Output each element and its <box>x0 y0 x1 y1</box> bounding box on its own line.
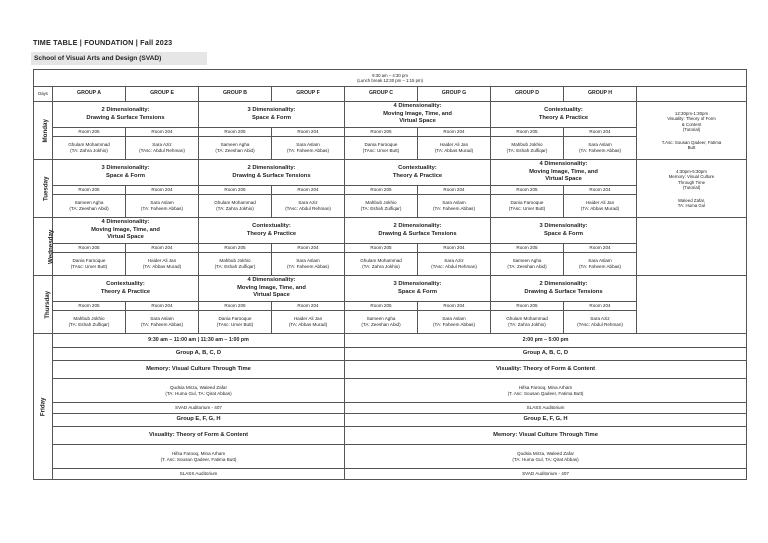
room-cell: Room 205 <box>345 244 418 253</box>
room-cell: Room 204 <box>564 186 637 195</box>
instructor-cell: Haider Ali Jan (TA: Abbas Murad) <box>418 137 491 160</box>
friday-venue: SVAD Auditorium - 407 <box>53 403 345 414</box>
group-header: GROUP H <box>564 87 637 102</box>
room-cell: Room 204 <box>126 302 199 311</box>
instructor-cell: Mahbub Jokhio (TA: Eshah Zulfiqar) <box>345 195 418 218</box>
day-label-tuesday: Tuesday <box>34 160 53 218</box>
room-cell: Room 205 <box>53 186 126 195</box>
instructor-cell: Sara Aziz (TAsc: Abdul Rehman) <box>564 311 637 334</box>
room-cell: Room 205 <box>345 302 418 311</box>
friday-groups: Group A, B, C, D <box>345 348 747 361</box>
lunch-break: (Lunch break 12:30 pm – 1:15 pm) <box>357 78 423 83</box>
day-label-thursday: Thursday <box>34 276 53 334</box>
course-cell: 3 Dimensionality: Space & Form <box>53 160 199 186</box>
room-cell: Room 205 <box>491 128 564 137</box>
course-cell: Contextuality: Theory & Practice <box>199 218 345 244</box>
group-header: GROUP A <box>53 87 126 102</box>
course-cell: 3 Dimensionality: Space & Form <box>199 102 345 128</box>
friday-venue: SLASS Auditorium <box>345 403 747 414</box>
day-label-monday: Monday <box>34 102 53 160</box>
course-cell: 2 Dimensionality: Drawing & Surface Tensions <box>53 102 199 128</box>
course-cell: 4 Dimensionality: Moving Image, Time, and Virtual Space <box>345 102 491 128</box>
friday-groups: Group E, F, G, H <box>345 414 747 427</box>
instructor-cell: Ghulam Mohammad (TA: Zahra Jokhio) <box>199 195 272 218</box>
room-cell: Room 204 <box>126 186 199 195</box>
room-cell: Room 205 <box>199 244 272 253</box>
tutorial-note: 4:30pm-5:30pm Memory: Visual Culture Through Time (Tutorial) Waleed Zafar, TA: Huma Gul <box>637 160 747 218</box>
friday-faculty: Qudsia Mirza, Waleed Zafar (TA: Huma Gul, TA: Qirat Abbas) <box>345 445 747 469</box>
instructor-cell: Mahbub Jokhio (TA: Eshah Zulfiqar) <box>199 253 272 276</box>
course-cell: 4 Dimensionality: Moving Image, Time, and Virtual Space <box>491 160 637 186</box>
room-cell: Room 205 <box>199 128 272 137</box>
day-label-wednesday: Wednesday <box>34 218 53 276</box>
tutorial-note: 12:30pm-1:30pm Visuality: Theory of Form & Content (Tutorial) T.Asc: Sousan Qadeer, Fatima Butt <box>637 102 747 160</box>
course-cell: 3 Dimensionality: Space & Form <box>345 276 491 302</box>
room-cell: Room 205 <box>53 128 126 137</box>
time-header <box>34 70 747 87</box>
room-cell: Room 205 <box>491 186 564 195</box>
empty-note <box>637 276 747 334</box>
group-header: GROUP G <box>418 87 491 102</box>
group-header: GROUP B <box>199 87 272 102</box>
instructor-cell: Sara Aslam (TA: Faheem Abbas) <box>564 137 637 160</box>
group-header: GROUP D <box>491 87 564 102</box>
instructor-cell: Dania Farooque (TAsc: Umer Butt) <box>53 253 126 276</box>
room-cell: Room 204 <box>564 128 637 137</box>
instructor-cell: Sara Aslam (TA: Faheem Abbas) <box>126 195 199 218</box>
friday-venue: SLASS Auditorium <box>53 469 345 480</box>
course-cell: 4 Dimensionality: Moving Image, Time, and Virtual Space <box>199 276 345 302</box>
days-header: Days <box>34 87 53 102</box>
room-cell: Room 204 <box>126 244 199 253</box>
room-cell: Room 205 <box>345 186 418 195</box>
room-cell: Room 205 <box>199 302 272 311</box>
friday-time-morning: 9:30 am – 11:00 am | 11:30 am – 1:00 pm <box>53 334 345 348</box>
friday-faculty: Hifsa Farooq, Mina Arham (T. Asc: Sousan Qadeer, Fatima Butt) <box>345 379 747 403</box>
course-cell: Contextuality: Theory & Practice <box>491 102 637 128</box>
group-header: GROUP E <box>126 87 199 102</box>
school-name: School of Visual Arts and Design (SVAD) <box>31 52 207 65</box>
course-cell: 2 Dimensionality: Drawing & Surface Tensions <box>199 160 345 186</box>
group-header: GROUP C <box>345 87 418 102</box>
instructor-cell: Sara Aziz (TAsc: Abdul Rehman) <box>126 137 199 160</box>
instructor-cell: Sara Aslam (TA: Faheem Abbas) <box>272 137 345 160</box>
instructor-cell: Sameen Agha (TA: Zeeshan Abid) <box>345 311 418 334</box>
room-cell: Room 204 <box>418 302 491 311</box>
time-range: 9:30 am – 4:30 pm <box>372 72 408 78</box>
friday-faculty: Qudsia Mirza, Waleed Zafar (TA: Huma Gul, TA: Qirat Abbas) <box>53 379 345 403</box>
instructor-cell: Haider Ali Jan (TA: Abbas Murad) <box>126 253 199 276</box>
instructor-cell: Mahbub Jokhio (TA: Eshah Zulfiqar) <box>53 311 126 334</box>
instructor-cell: Sara Aslam (TA: Faheem Abbas) <box>272 253 345 276</box>
instructor-cell: Ghulam Mohammad (TA: Zahra Jokhio) <box>345 253 418 276</box>
instructor-cell: Sara Aziz (TAsc: Abdul Rehman) <box>418 253 491 276</box>
room-cell: Room 205 <box>491 244 564 253</box>
instructor-cell: Sameen Agha (TA: Zeeshan Abid) <box>53 195 126 218</box>
friday-course: Memory: Visual Culture Through Time <box>53 361 345 379</box>
instructor-cell: Sameen Agha (TA: Zeeshan Abid) <box>491 253 564 276</box>
room-cell: Room 205 <box>53 244 126 253</box>
room-cell: Room 204 <box>564 302 637 311</box>
friday-faculty: Hifsa Farooq, Mina Arham (T. Asc: Sousan Qadeer, Fatima Butt) <box>53 445 345 469</box>
instructor-cell: Haider Ali Jan (TA: Abbas Murad) <box>272 311 345 334</box>
timetable <box>33 69 747 480</box>
friday-time-afternoon: 2:00 pm – 5:00 pm <box>345 334 747 348</box>
course-cell: Contextuality: Theory & Practice <box>345 160 491 186</box>
group-header: GROUP F <box>272 87 345 102</box>
friday-groups: Group A, B, C, D <box>53 348 345 361</box>
friday-course: Visuality: Theory of Form & Content <box>345 361 747 379</box>
instructor-cell: Haider Ali Jan (TA: Abbas Murad) <box>564 195 637 218</box>
instructor-cell: Sara Aslam (TA: Faheem Abbas) <box>418 311 491 334</box>
instructor-cell: Sara Aslam (TA: Faheem Abbas) <box>418 195 491 218</box>
room-cell: Room 204 <box>418 186 491 195</box>
page-title: TIME TABLE | FOUNDATION | Fall 2023 <box>33 38 173 47</box>
course-cell: 2 Dimensionality: Drawing & Surface Tensions <box>345 218 491 244</box>
instructor-cell: Dania Farooque (TAsc: Umer Butt) <box>491 195 564 218</box>
course-cell: Contextuality: Theory & Practice <box>53 276 199 302</box>
room-cell: Room 205 <box>345 128 418 137</box>
room-cell: Room 204 <box>126 128 199 137</box>
room-cell: Room 204 <box>272 128 345 137</box>
room-cell: Room 204 <box>272 302 345 311</box>
friday-course: Memory: Visual Culture Through Time <box>345 427 747 445</box>
course-cell: 3 Dimensionality: Space & Form <box>491 218 637 244</box>
instructor-cell: Sara Aslam (TA: Faheem Abbas) <box>126 311 199 334</box>
instructor-cell: Ghulam Mohammad (TA: Zahra Jokhio) <box>53 137 126 160</box>
instructor-cell: Sara Aslam (TA: Faheem Abbas) <box>564 253 637 276</box>
room-cell: Room 205 <box>53 302 126 311</box>
room-cell: Room 204 <box>418 128 491 137</box>
room-cell: Room 205 <box>491 302 564 311</box>
empty-note <box>637 218 747 276</box>
course-cell: 2 Dimensionality: Drawing & Surface Tensions <box>491 276 637 302</box>
day-label-friday: Friday <box>34 334 53 480</box>
instructor-cell: Dania Farooque (TAsc: Umer Butt) <box>199 311 272 334</box>
friday-groups: Group E, F, G, H <box>53 414 345 427</box>
room-cell: Room 205 <box>199 186 272 195</box>
instructor-cell: Mahbub Jokhio (TA: Eshah Zulfiqar) <box>491 137 564 160</box>
friday-venue: SVAD Auditorium - 407 <box>345 469 747 480</box>
instructor-cell: Ghulam Mohammad (TA: Zahra Jokhio) <box>491 311 564 334</box>
notes-header <box>637 87 747 102</box>
instructor-cell: Sara Aziz (TAsc: Abdul Rehman) <box>272 195 345 218</box>
instructor-cell: Dania Farooque (TAsc: Umer Butt) <box>345 137 418 160</box>
course-cell: 4 Dimensionality: Moving Image, Time, and Virtual Space <box>53 218 199 244</box>
room-cell: Room 204 <box>272 244 345 253</box>
friday-course: Visuality: Theory of Form & Content <box>53 427 345 445</box>
room-cell: Room 204 <box>272 186 345 195</box>
room-cell: Room 204 <box>564 244 637 253</box>
instructor-cell: Sameen Agha (TA: Zeeshan Abid) <box>199 137 272 160</box>
room-cell: Room 204 <box>418 244 491 253</box>
